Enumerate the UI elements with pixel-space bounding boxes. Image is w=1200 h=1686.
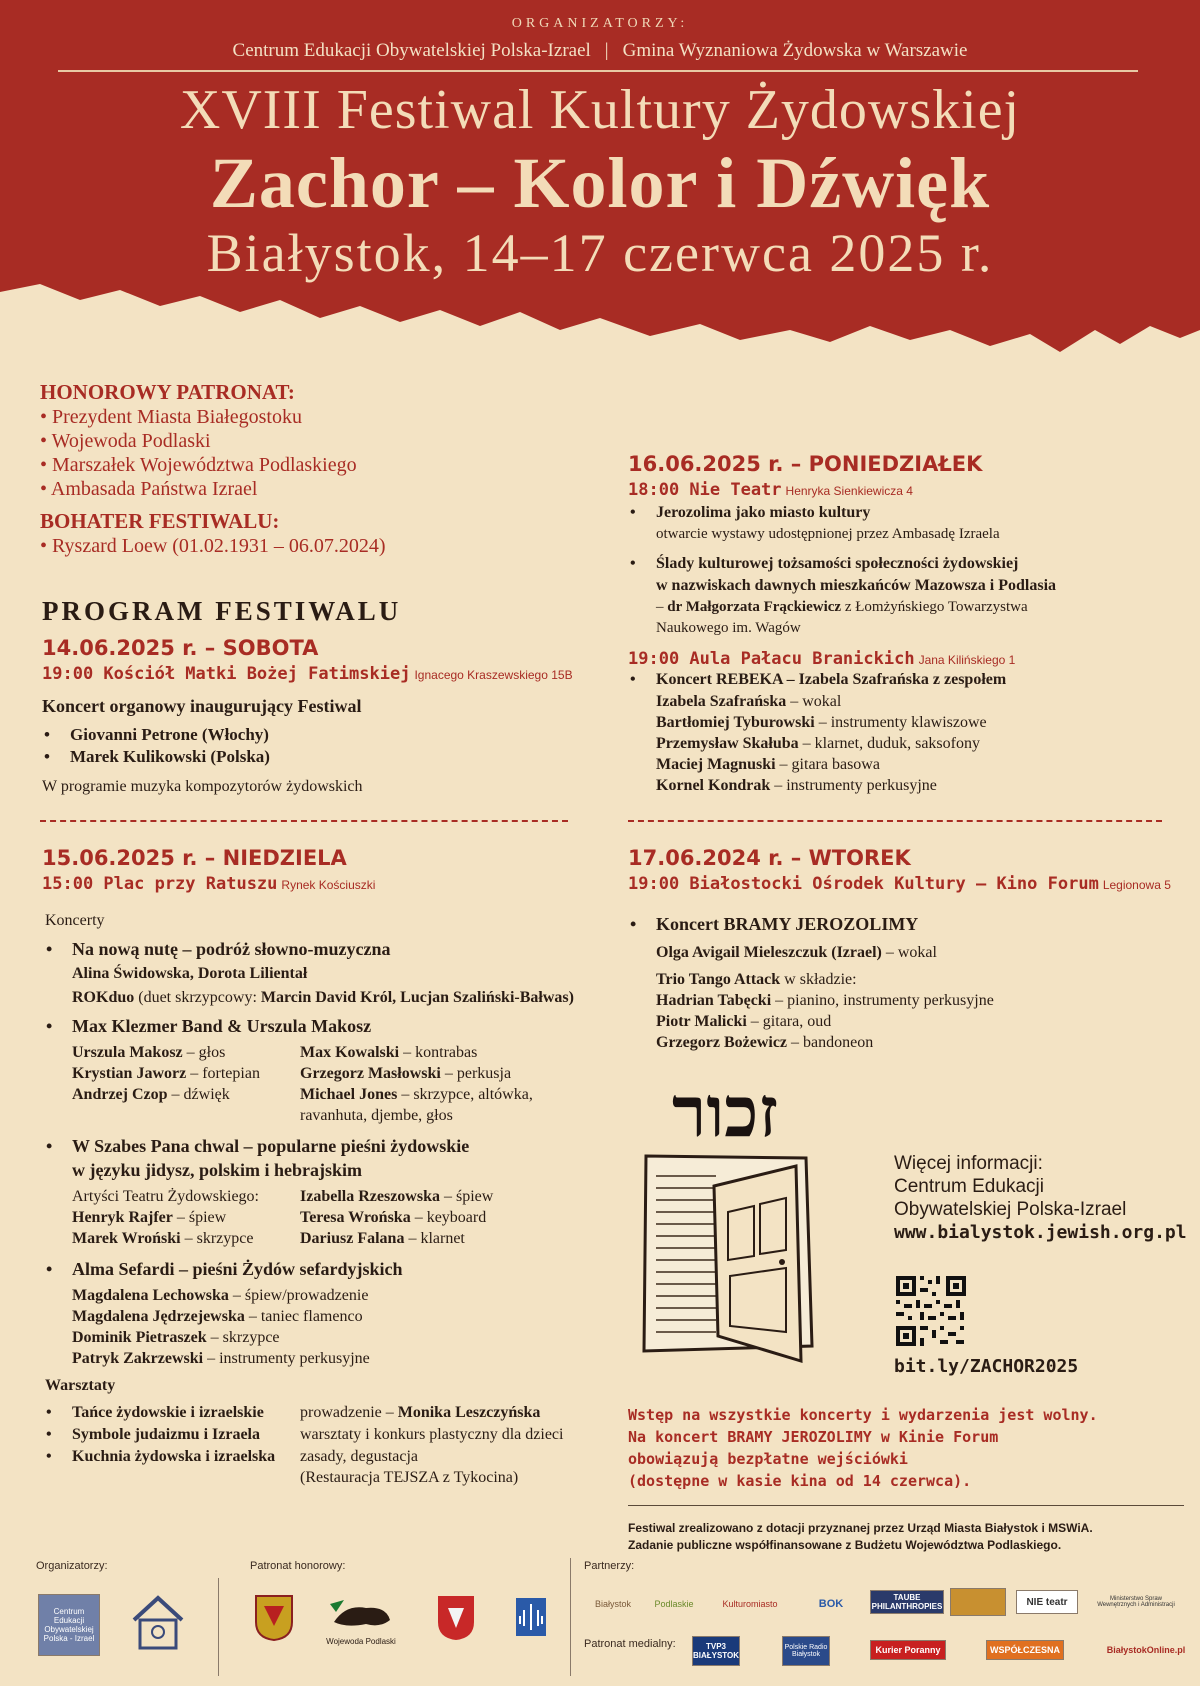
venue-address: Rynek Kościuszki	[281, 878, 376, 892]
organizer-1: Centrum Edukacji Obywatelskiej Polska-Izrael	[232, 40, 591, 61]
website-link[interactable]: www.bialystok.jewish.org.pl	[894, 1222, 1187, 1243]
band-member: Krystian Jaworz – fortepian	[72, 1065, 260, 1082]
day-1-section	[42, 636, 582, 797]
media-logo[interactable]: Kurier Poranny	[870, 1640, 946, 1660]
festival-date-place: Białystok, 14–17 czerwca 2025 r.	[206, 223, 994, 283]
workshop: • Symbole judaizmu i Izraela	[72, 1424, 300, 1446]
info-line: Obywatelskiej Polska-Izrael	[894, 1199, 1127, 1220]
dashed-divider	[628, 820, 1162, 822]
band-member: Michael Jones – skrzypce, altówka,	[300, 1086, 533, 1103]
door-illustration	[636, 1146, 826, 1376]
concert-title-cont: w języku jidysz, polskim i hebrajskim	[72, 1160, 363, 1180]
footer-divider	[218, 1578, 219, 1676]
event-title-cont: w nazwiskach dawnych mieszkańców Mazowsza i Podlasia	[656, 577, 1057, 594]
israel-emblem-icon[interactable]	[514, 1596, 548, 1640]
day-2-date: 15.06.2025 r. – NIEDZIELA	[42, 846, 347, 870]
day-4-section	[628, 846, 1188, 1053]
concert-title: • Alma Sefardi – pieśni Żydów sefardyjskich	[72, 1257, 602, 1281]
band-member: Magdalena Lechowska – śpiew/prowadzenie	[72, 1287, 369, 1304]
funding-line: Zadanie publiczne współfinansowane z Budżetu Województwa Podlaskiego.	[628, 1538, 1062, 1552]
partner-logo[interactable]: Ministerstwo Spraw Wewnętrznych i Administracji	[1097, 1596, 1175, 1608]
info-block	[894, 1152, 1194, 1245]
organizer-2: Gmina Wyznaniowa Żydowska w Warszawie	[622, 40, 968, 61]
info-line: Więcej informacji:	[894, 1153, 1043, 1174]
workshop: • Tańce żydowskie i izraelskie	[72, 1402, 300, 1424]
event-title: • Jerozolima jako miasto kultury	[656, 502, 1168, 524]
bialystok-crest-icon[interactable]	[254, 1594, 294, 1642]
day-3-section	[628, 452, 1168, 796]
venue-address: Legionowa 5	[1102, 878, 1171, 892]
day-1-date: 14.06.2025 r. – SOBOTA	[42, 636, 319, 660]
band-member: Kornel Kondrak – instrumenty perkusyjne	[656, 777, 937, 794]
trio: Trio Tango Attack w składzie:	[656, 971, 857, 988]
band-member: Grzegorz Masłowski – perkusja	[300, 1065, 512, 1082]
day-1-venue	[42, 664, 582, 684]
event-title: • Koncert BRAMY JEROZOLIMY	[656, 912, 1188, 936]
band-member: Henryk Rajfer – śpiew	[72, 1209, 227, 1226]
footer-patronage-label: Patronat honorowy:	[250, 1560, 346, 1572]
workshop-desc: warsztaty i konkurs plastyczny dla dzieci	[300, 1426, 564, 1443]
short-link[interactable]: bit.ly/ZACHOR2025	[894, 1356, 1079, 1377]
day-4-venue	[628, 874, 1188, 894]
event-desc: – dr Małgorzata Frąckiewicz z Łomżyńskiego Towarzystwa	[656, 599, 1028, 615]
workshops-label: Warsztaty	[45, 1377, 116, 1394]
funding-note	[628, 1520, 1188, 1554]
venue-name: 18:00 Nie Teatr	[628, 480, 782, 500]
concert-title: • Na nową nutę – podróż słowno-muzyczna	[72, 937, 602, 961]
performer: • Marek Kulikowski (Polska)	[70, 746, 582, 768]
header-banner	[0, 0, 1200, 360]
event-title: • Ślady kulturowej tożsamości społeczności żydowskiej	[656, 553, 1168, 575]
band-member: Przemysław Skałuba – klarnet, duduk, saksofony	[656, 735, 980, 752]
band-member: Teresa Wrońska – keyboard	[300, 1209, 487, 1226]
band-member: Dariusz Falana – klarnet	[300, 1230, 465, 1247]
entry-line: (dostępne w kasie kina od 14 czerwca).	[628, 1472, 972, 1490]
concerts-label: Koncerty	[45, 912, 105, 929]
day-3-venue-2	[628, 649, 1168, 669]
bison-icon	[326, 1598, 396, 1632]
concert-title: • W Szabes Pana chwal – popularne pieśni żydowskie	[72, 1134, 602, 1158]
workshop-desc: (Restauracja TEJSZA z Tykocina)	[300, 1469, 519, 1486]
media-logo[interactable]: BiałystokOnline.pl	[1106, 1645, 1186, 1655]
patronage-heading: HONOROWY PATRONAT:	[40, 380, 295, 404]
event-title: • Koncert REBEKA – Izabela Szafrańska z zespołem	[656, 669, 1168, 691]
zachor-hebrew-title: זכור	[671, 1070, 779, 1153]
partner-logo[interactable]: BOK	[818, 1598, 844, 1610]
gwz-logo-icon[interactable]	[130, 1592, 186, 1656]
divider	[628, 1505, 1184, 1506]
day-2-venue	[42, 874, 602, 894]
entry-line: Na koncert BRAMY JEROZOLIMY w Kinie Forum	[628, 1428, 999, 1446]
concert-performers: ROKduo (duet skrzypcowy: Marcin David Król, Lucjan Szaliński-Bałwas)	[72, 989, 574, 1006]
program-title: PROGRAM FESTIWALU	[42, 596, 402, 626]
workshop-desc: zasady, degustacja	[300, 1448, 419, 1465]
patronage-section	[40, 380, 560, 558]
venue-address: Henryka Sienkiewicza 4	[785, 484, 913, 498]
band-member: Marek Wroński – skrzypce	[72, 1230, 254, 1247]
partner-logo[interactable]: NIE teatr	[1016, 1590, 1078, 1614]
qr-code-icon[interactable]	[894, 1274, 968, 1348]
logo-caption: Wojewoda Podlaski	[326, 1637, 396, 1646]
band-member: Bartłomiej Tyburowski – instrumenty klawiszowe	[656, 714, 987, 731]
band-member: Hadrian Tabęcki – pianino, instrumenty perkusyjne	[656, 992, 994, 1009]
band-member: Piotr Malicki – gitara, oud	[656, 1013, 832, 1030]
separator: |	[604, 40, 609, 61]
patronage-item: • Marszałek Województwa Podlaskiego	[40, 454, 357, 476]
band-member: Urszula Makosz – głos	[72, 1044, 226, 1061]
band-member: Magdalena Jędrzejewska – taniec flamenco	[72, 1308, 363, 1325]
performer: • Giovanni Petrone (Włochy)	[70, 724, 582, 746]
footer-partners-label: Partnerzy:	[584, 1560, 635, 1572]
hero-heading: BOHATER FESTIWALU:	[40, 509, 280, 533]
partner-logo[interactable]: Podlaskie	[654, 1599, 694, 1609]
day-3-date: 16.06.2025 r. – PONIEDZIAŁEK	[628, 452, 983, 476]
band-member: Max Kowalski – kontrabas	[300, 1044, 478, 1061]
day-4-date: 17.06.2024 r. – WTOREK	[628, 846, 911, 870]
venue-name: 15:00 Plac przy Ratuszu	[42, 874, 278, 894]
info-line: Centrum Edukacji	[894, 1176, 1044, 1197]
band-member: Dominik Pietraszek – skrzypce	[72, 1329, 280, 1346]
footer-divider	[570, 1558, 571, 1676]
band-member: Grzegorz Bożewicz – bandoneon	[656, 1034, 874, 1051]
band-member: Maciej Magnuski – gitara basowa	[656, 756, 880, 773]
troupe-label: Artyści Teatru Żydowskiego:	[72, 1188, 259, 1205]
workshop-desc: prowadzenie – Monika Leszczyńska	[300, 1404, 541, 1421]
partner-logo[interactable]	[950, 1588, 1006, 1616]
festival-subtitle: Zachor – Kolor i Dźwięk	[209, 143, 991, 223]
event-desc: otwarcie wystawy udostępnionej przez Ambasadę Izraela	[656, 526, 1000, 542]
venue-address: Ignacego Kraszewskiego 15B	[414, 668, 573, 682]
header-divider	[58, 70, 1138, 72]
event-desc: Naukowego im. Wagów	[656, 620, 801, 636]
organizers-label: ORGANIZATORZY:	[511, 16, 689, 31]
band-member: Andrzej Czop – dźwięk	[72, 1086, 230, 1103]
performer: Olga Avigail Mieleszczuk (Izrael) – wokal	[656, 944, 937, 961]
footer-organizers-label: Organizatorzy:	[36, 1560, 108, 1572]
partner-logo[interactable]: Białystok	[594, 1599, 631, 1609]
dashed-divider	[40, 820, 568, 822]
media-logo[interactable]: WSPÓŁCZESNA	[986, 1640, 1064, 1660]
patronage-item: • Wojewoda Podlaski	[40, 430, 211, 452]
hero-item: • Ryszard Loew (01.02.1931 – 06.07.2024)	[40, 535, 386, 557]
entry-line: obowiązują bezpłatne wejściówki	[628, 1450, 908, 1468]
venue-name: 19:00 Białostocki Ośrodek Kultury – Kino Forum	[628, 874, 1099, 894]
media-logo[interactable]: TVP3 BIAŁYSTOK	[692, 1636, 740, 1666]
podlaskie-crest-icon[interactable]	[436, 1594, 476, 1642]
wojewoda-logo[interactable]	[326, 1598, 396, 1646]
partner-logo[interactable]: Kulturomiasto	[722, 1599, 778, 1609]
day-1-note: W programie muzyka kompozytorów żydowskich	[42, 778, 363, 795]
day-2-section	[42, 846, 602, 1488]
patronage-item: • Prezydent Miasta Białegostoku	[40, 406, 302, 428]
venue-address: Jana Kilińskiego 1	[918, 653, 1016, 667]
band-member: Izabella Rzeszowska – śpiew	[300, 1188, 494, 1205]
partner-logo[interactable]: TAUBE PHILANTHROPIES	[870, 1590, 944, 1614]
venue-name: 19:00 Kościół Matki Bożej Fatimskiej	[42, 664, 411, 684]
band-member: Patryk Zakrzewski – instrumenty perkusyjne	[72, 1350, 370, 1367]
entry-line: Wstęp na wszystkie koncerty i wydarzenia jest wolny.	[628, 1406, 1098, 1424]
concert-performers: Alina Świdowska, Dorota Lilientał	[72, 965, 308, 982]
day-3-venue-1	[628, 480, 1168, 500]
media-logo[interactable]: Polskie Radio Białystok	[782, 1636, 830, 1666]
ceo-logo[interactable]: Centrum Edukacji Obywatelskiej Polska - Izrael	[38, 1594, 100, 1656]
organizers-line	[0, 40, 1200, 62]
funding-line: Festiwal zrealizowano z dotacji przyznanej przez Urząd Miasta Białystok i MSWiA.	[628, 1521, 1093, 1535]
band-member: Izabela Szafrańska – wokal	[656, 693, 842, 710]
festival-title: XVIII Festiwal Kultury Żydowskiej	[179, 79, 1021, 141]
footer-media-label: Patronat medialny:	[584, 1638, 676, 1650]
day-1-event: Koncert organowy inaugurujący Festiwal	[42, 696, 362, 716]
concert-title: • Max Klezmer Band & Urszula Makosz	[72, 1014, 602, 1038]
workshop: • Kuchnia żydowska i izraelska	[72, 1446, 300, 1488]
venue-name: 19:00 Aula Pałacu Branickich	[628, 649, 915, 669]
patronage-item: • Ambasada Państwa Izrael	[40, 478, 258, 500]
entry-note	[628, 1404, 1168, 1492]
band-member-cont: ravanhuta, djembe, głos	[300, 1107, 453, 1124]
